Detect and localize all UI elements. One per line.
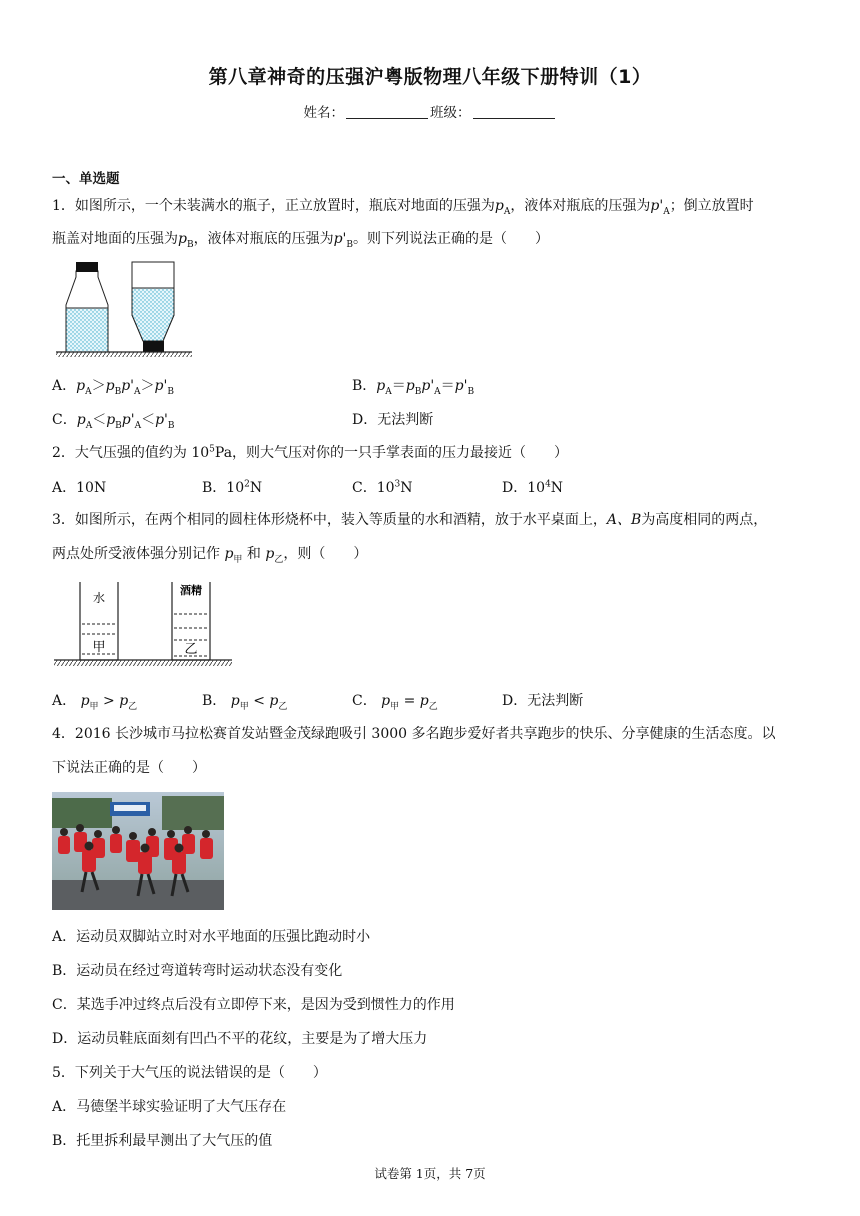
q1-option-d[interactable]: D．无法判断	[352, 412, 434, 428]
q3-option-c[interactable]: C． $p_甲 = p_乙$	[352, 693, 438, 712]
q5-stem: 5．下列关于大气压的说法错误的是（ ）	[52, 1065, 327, 1081]
section-heading: 一、单选题	[52, 171, 120, 187]
q2-option-d[interactable]: D．$10^4N$	[502, 479, 564, 496]
q3-beakers-figure	[52, 578, 236, 670]
jia-point-label: 甲	[92, 640, 106, 655]
yi-point-label: 乙	[184, 642, 198, 657]
q5-option-a[interactable]: A．马德堡半球实验证明了大气压存在	[52, 1099, 287, 1115]
alcohol-label: 酒精	[180, 584, 202, 597]
q3-option-b[interactable]: B． $p_甲 < p_乙$	[202, 693, 288, 712]
marathon-photo	[52, 792, 224, 910]
name-blank	[346, 104, 428, 119]
q3-stem-line1: 3．如图所示，在两个相同的圆柱体形烧杯中，装入等质量的水和酒精，放于水平桌面上，A、B为高度相同的两点，	[52, 512, 768, 528]
page-footer: 试卷第 1页，共 7页	[374, 1166, 486, 1181]
q4-stem-line1: 4．2016 长沙城市马拉松赛首发站暨金茂绿跑吸引 3000 多名跑步爱好者共享跑步的快乐、分享健康的生活态度。以	[52, 726, 776, 742]
q1-stem-line1: 1．如图所示，一个未装满水的瓶子，正立放置时，瓶底对地面的压强为$p_A$，液体对瓶底的压强为$p'_A$；倒立放置时	[52, 198, 754, 217]
student-info-line	[0, 101, 860, 121]
class-blank	[473, 104, 555, 119]
q1-stem-line2: 瓶盖对地面的压强为$p_B$，液体对瓶底的压强为$p'_B$。则下列说法正确的是（ ）	[52, 231, 550, 250]
page-title: 第八章神奇的压强沪粤版物理八年级下册特训（1）	[208, 66, 652, 88]
q4-option-c[interactable]: C．某选手冲过终点后没有立即停下来，是因为受到惯性力的作用	[52, 997, 455, 1013]
water-label: 水	[92, 591, 106, 605]
q2-stem: 2．大气压强的值约为 $10^5Pa$，则大气压对你的一只手掌表面的压力最接近（ ）	[52, 444, 569, 461]
q2-option-a[interactable]: A．10N	[52, 480, 107, 496]
q3-stem-line2: 两点处所受液体强分别记作 $p_甲$ 和 $p_乙$，则（ ）	[52, 546, 368, 565]
q4-stem-line2: 下说法正确的是（ ）	[52, 760, 206, 776]
class-label: 班级：	[430, 105, 471, 121]
q1-option-a[interactable]: A．$p_A>p_Bp'_A>p'_B$	[52, 378, 174, 397]
q2-option-b[interactable]: B．$10^2N$	[202, 479, 263, 496]
q1-bottles-figure	[52, 259, 198, 361]
q4-option-a[interactable]: A．运动员双脚站立时对水平地面的压强比跑动时小	[52, 929, 371, 945]
q4-option-b[interactable]: B．运动员在经过弯道转弯时运动状态没有变化	[52, 963, 343, 979]
q5-option-b[interactable]: B．托里拆利最早测出了大气压的值	[52, 1133, 273, 1149]
q3-option-d[interactable]: D．无法判断	[502, 693, 584, 709]
q3-option-a[interactable]: A． $p_甲 > p_乙$	[52, 693, 138, 712]
q1-option-b[interactable]: B．$p_A=p_Bp'_A=p'_B$	[352, 378, 475, 397]
q1-option-c[interactable]: C．$p_A<p_Bp'_A<p'_B$	[52, 412, 175, 431]
name-label: 姓名：	[303, 105, 344, 121]
q4-option-d[interactable]: D．运动员鞋底面刻有凹凸不平的花纹，主要是为了增大压力	[52, 1031, 428, 1047]
q2-option-c[interactable]: C．$10^3N$	[352, 479, 413, 496]
